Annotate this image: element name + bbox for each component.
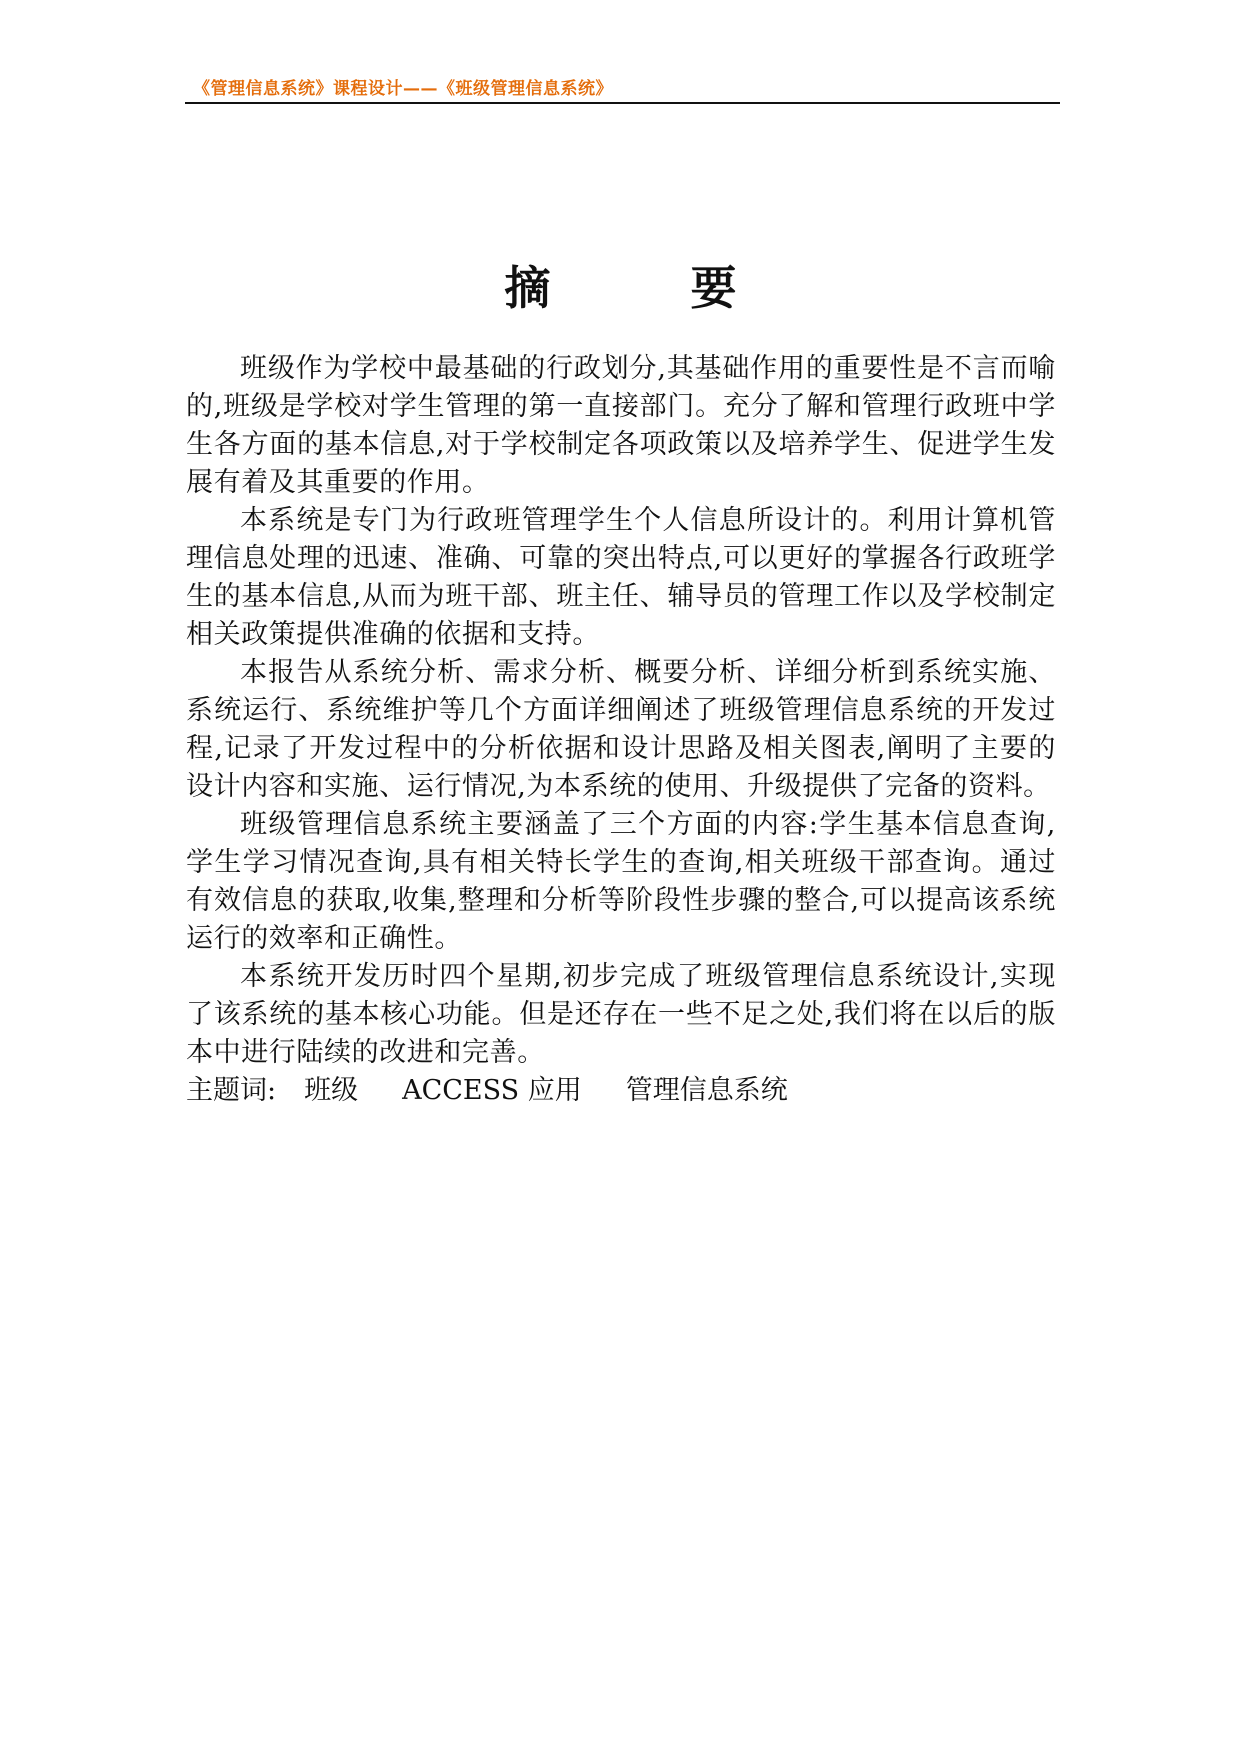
keyword-item: 管理信息系统 [625, 1075, 788, 1106]
keyword-item: 班级 [304, 1075, 359, 1106]
paragraph-4: 班级管理信息系统主要涵盖了三个方面的内容:学生基本信息查询,学生学习情况查询,具有相关特长学生的查询,相关班级干部查询。通过有效信息的获取,收集,整理和分析等阶段性步骤的整合,可以提高该系统运行的效率和正确性。 [186, 809, 1056, 954]
abstract-title [0, 258, 1241, 318]
title-char-1: 摘 [504, 261, 551, 315]
paragraph-2: 本系统是专门为行政班管理学生个人信息所设计的。利用计算机管理信息处理的迅速、准确、可靠的突出特点,可以更好的掌握各行政班学生的基本信息,从而为班干部、班主任、辅导员的管理工作以及学校制定相关政策提供准确的依据和支持。 [186, 505, 1056, 650]
keyword-item: ACCESS 应用 [402, 1075, 582, 1106]
page-header [185, 72, 1060, 104]
abstract-body [186, 350, 1056, 1110]
paragraph-3: 本报告从系统分析、需求分析、概要分析、详细分析到系统实施、系统运行、系统维护等几个方面详细阐述了班级管理信息系统的开发过程,记录了开发过程中的分析依据和设计思路及相关图表,阐明了主要的设计内容和实施、运行情况,为本系统的使用、升级提供了完备的资料。 [186, 657, 1056, 802]
keywords-label: 主题词: [186, 1075, 277, 1106]
keywords-line [186, 1072, 1056, 1110]
paragraph-5: 本系统开发历时四个星期,初步完成了班级管理信息系统设计,实现了该系统的基本核心功能。但是还存在一些不足之处,我们将在以后的版本中进行陆续的改进和完善。 [186, 961, 1056, 1068]
title-char-2: 要 [690, 261, 737, 315]
paragraph-1: 班级作为学校中最基础的行政划分,其基础作用的重要性是不言而喻的,班级是学校对学生管理的第一直接部门。充分了解和管理行政班中学生各方面的基本信息,对于学校制定各项政策以及培养学生、促进学生发展有着及其重要的作用。 [186, 353, 1056, 498]
running-title: 《管理信息系统》课程设计——《班级管理信息系统》 [193, 79, 613, 99]
